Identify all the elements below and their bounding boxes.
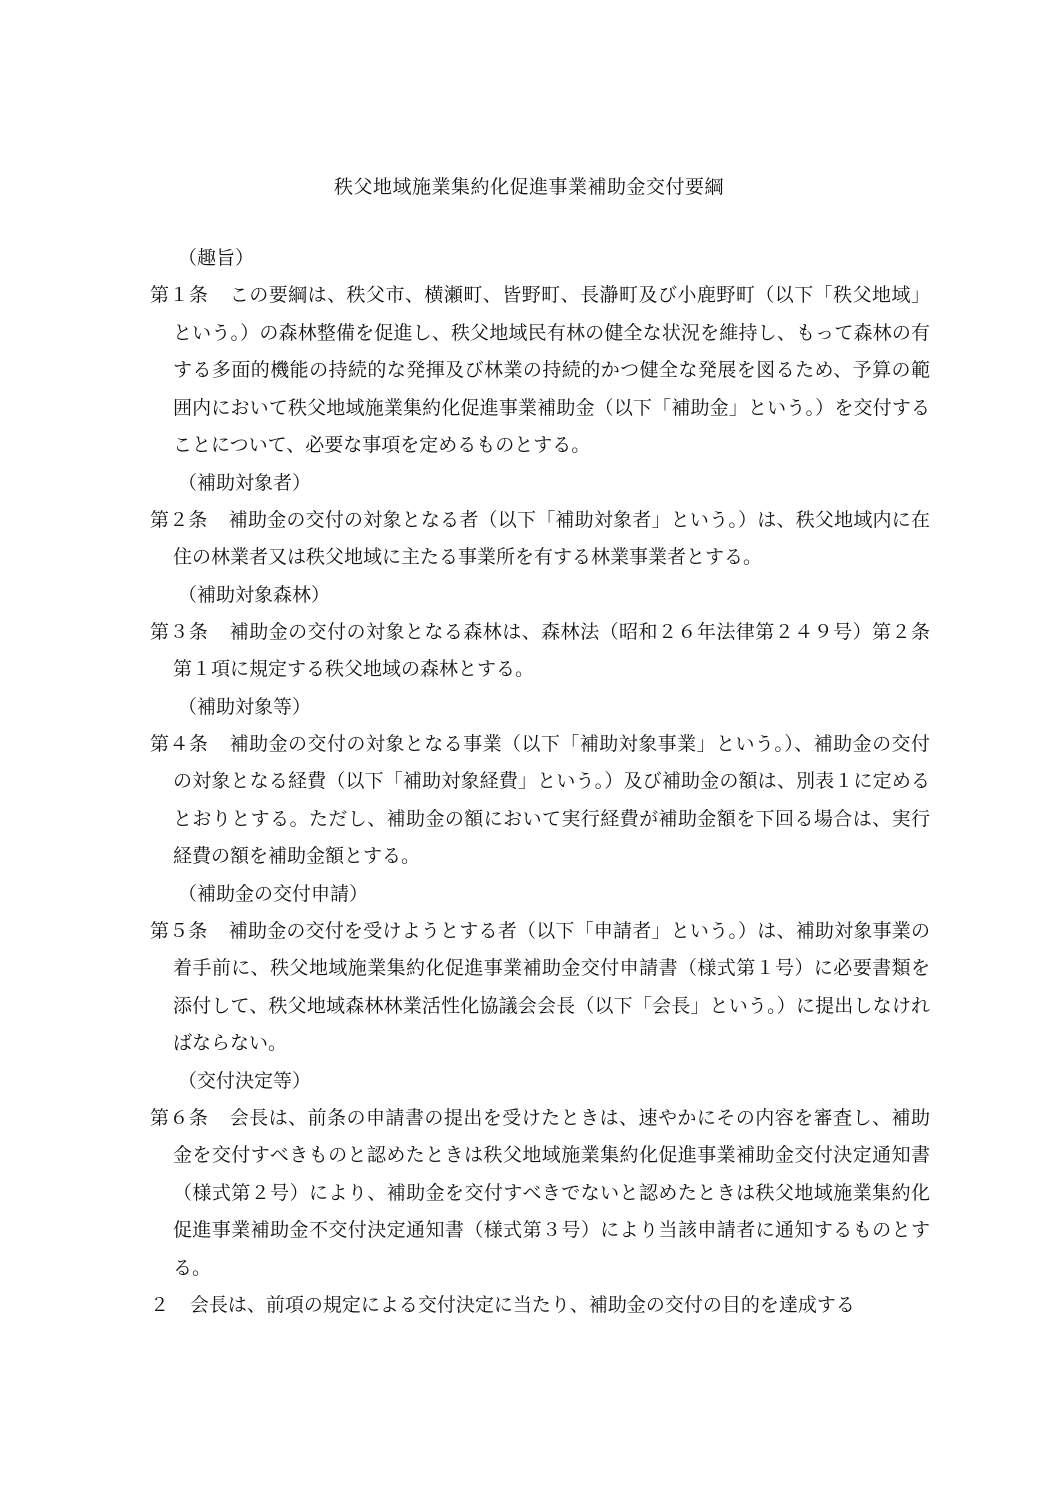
section-eligible-forest (150, 577, 930, 689)
section-heading: （補助金の交付申請） (178, 882, 369, 905)
article-label: 第４条 (150, 732, 209, 755)
article-text (150, 1100, 930, 1288)
article-text (150, 614, 930, 689)
section-eligible-persons (150, 465, 930, 577)
document-body (150, 240, 930, 1325)
section-heading: （補助対象森林） (178, 583, 331, 606)
article-label: 第２条 (150, 508, 208, 531)
document-title: 秩父地域施業集約化促進事業補助金交付要綱 (333, 176, 724, 198)
article-text (150, 726, 930, 876)
article-label: 第６条 (150, 1106, 209, 1129)
paragraph-2 (150, 1287, 930, 1325)
article-label: 第５条 (150, 919, 208, 942)
section-application (150, 876, 930, 1063)
article-body: 補助金の交付の対象となる事業（以下「補助対象事業」という。）、補助金の交付の対象となる経費（以下「補助対象経費」という。）及び補助金の額は、別表１に定めるとおりとする。ただし、補助金の額において実行経費が補助金額を下回る場合は、実行経費の額を補助金額とする。 (173, 732, 930, 867)
paragraph-label: ２ (150, 1294, 170, 1316)
article-body: 補助金の交付を受けようとする者（以下「申請者」という。）は、補助対象事業の着手前に、秩父地域施業集約化促進事業補助金交付申請書（様式第１号）に必要書類を添付して、秩父地域森林林業活性化協議会会長（以下「会長」という。）に提出しなければならない。 (173, 919, 930, 1054)
article-text (150, 502, 930, 577)
paragraph-body: 会長は、前項の規定による交付決定に当たり、補助金の交付の目的を達成する (189, 1294, 855, 1316)
article-label: 第１条 (150, 284, 209, 306)
section-heading: （趣旨） (178, 247, 255, 269)
section-heading: （補助対象等） (178, 695, 312, 718)
article-body: この要綱は、秩父市、横瀬町、皆野町、長瀞町及び小鹿野町（以下「秩父地域」という。）の森林整備を促進し、秩父地域民有林の健全な状況を維持し、もって森林の有する多面的機能の持続的な発揮及び林業の持続的かつ健全な発展を図るため、予算の範囲内において秩父地域施業集約化促進事業補助金（以下「補助金」という。）を交付することについて、必要な事項を定めるものとする。 (173, 284, 930, 456)
article-body: 補助金の交付の対象となる森林は、森林法（昭和２６年法律第２４９号）第２条第１項に規定する秩父地域の森林とする。 (173, 620, 930, 680)
section-heading: （補助対象者） (178, 471, 312, 494)
article-text (150, 277, 930, 465)
article-body: 会長は、前条の申請書の提出を受けたときは、速やかにその内容を審査し、補助金を交付すべきものと認めたときは秩父地域施業集約化促進事業補助金交付決定通知書（様式第２号）により、補助金を交付すべきでないと認めたときは秩父地域施業集約化促進事業補助金不交付決定通知書（様式第３号）により当該申請者に通知するものとする。 (173, 1106, 930, 1279)
section-purpose (150, 240, 930, 465)
article-label: 第３条 (150, 620, 209, 643)
section-grant-decision (150, 1063, 930, 1325)
article-body: 補助金の交付の対象となる者（以下「補助対象者」という。）は、秩父地域内に在住の林業者又は秩父地域に主たる事業所を有する林業事業者とする。 (173, 508, 930, 568)
section-eligible-projects (150, 689, 930, 876)
section-heading: （交付決定等） (178, 1069, 312, 1092)
article-text (150, 913, 930, 1063)
